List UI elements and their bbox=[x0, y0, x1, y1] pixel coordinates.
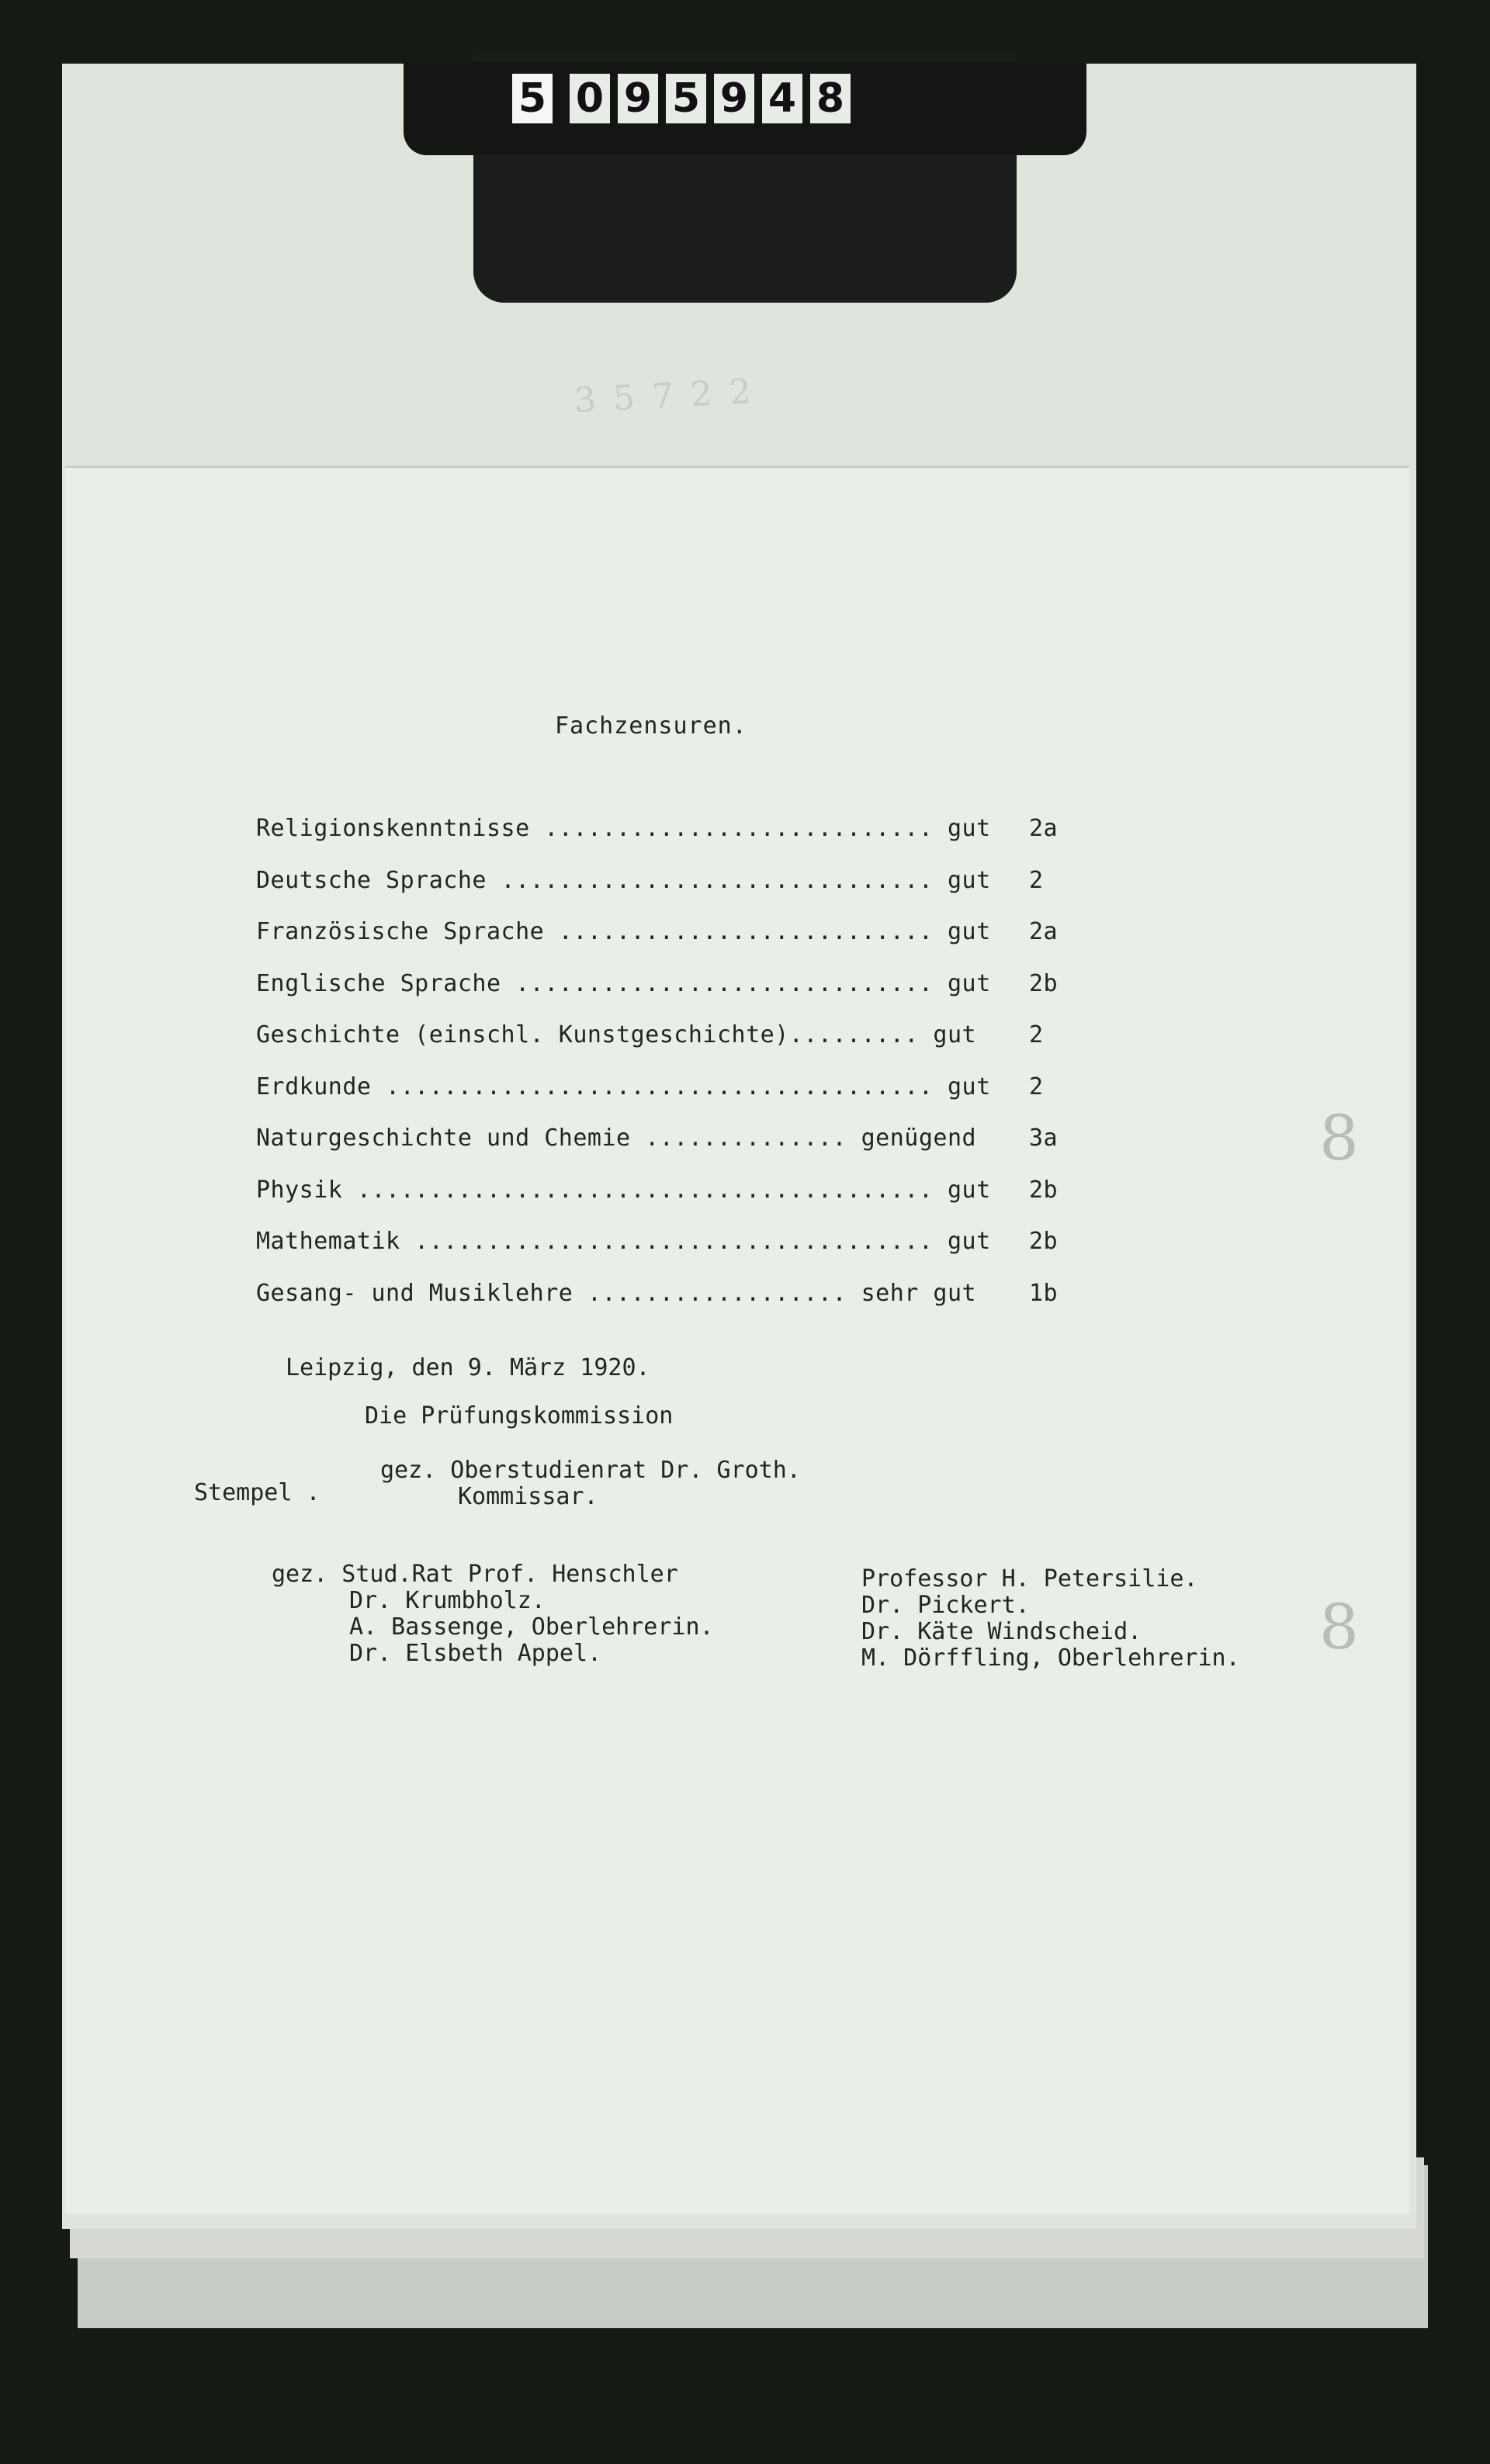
grade-code: 2 bbox=[1029, 866, 1044, 894]
commissioner-signature bbox=[380, 1457, 801, 1510]
grade-code: 2 bbox=[1029, 1021, 1044, 1048]
place-date: Leipzig, den 9. März 1920. bbox=[286, 1354, 650, 1381]
grade-row bbox=[256, 1125, 1133, 1177]
grade-row bbox=[256, 1073, 1133, 1125]
committee-heading: Die Prüfungskommission bbox=[365, 1402, 674, 1430]
grade-row bbox=[256, 815, 1133, 867]
grade-code: 2 bbox=[1029, 1073, 1044, 1100]
grade-code: 2b bbox=[1029, 1176, 1059, 1204]
archive-digit: 5 bbox=[666, 74, 706, 123]
grade-row bbox=[256, 1228, 1133, 1280]
stamp-note: Stempel . bbox=[194, 1479, 321, 1506]
signer-name: Dr. Elsbeth Appel. bbox=[349, 1640, 602, 1667]
subject-label: Französische Sprache .......................... bbox=[256, 918, 934, 945]
grade-word: gut bbox=[947, 1073, 991, 1100]
grade-row bbox=[256, 1021, 1133, 1073]
grade-word: sehr gut bbox=[861, 1279, 977, 1307]
grade-word: gut bbox=[947, 815, 991, 842]
subject-label: Deutsche Sprache .............................. bbox=[256, 866, 934, 894]
pencil-mark: 8 bbox=[1319, 1102, 1359, 1174]
grades-list bbox=[256, 815, 1133, 1331]
subject-label: Gesang- und Musiklehre .................. bbox=[256, 1279, 847, 1307]
grade-code: 2a bbox=[1029, 918, 1059, 945]
archive-digit: 9 bbox=[714, 74, 754, 123]
grade-word: gut bbox=[947, 1176, 991, 1204]
grade-row bbox=[256, 1177, 1133, 1229]
signer-name: M. Dörffling, Oberlehrerin. bbox=[861, 1644, 1240, 1672]
signer-name: Professor H. Petersilie. bbox=[861, 1565, 1198, 1592]
grade-word: gut bbox=[933, 1021, 977, 1048]
faint-stamp-number: 3 5 7 2 2 bbox=[573, 371, 756, 421]
subject-label: Naturgeschichte und Chemie .............. bbox=[256, 1125, 847, 1152]
signer-name: Dr. Pickert. bbox=[861, 1592, 1030, 1619]
grade-code: 1b bbox=[1029, 1279, 1059, 1307]
grade-row bbox=[256, 970, 1133, 1022]
grade-code: 2a bbox=[1029, 815, 1059, 842]
grade-word: gut bbox=[947, 918, 991, 945]
commissioner-name: gez. Oberstudienrat Dr. Groth. bbox=[380, 1457, 801, 1484]
subject-label: Mathematik .................................... bbox=[256, 1228, 934, 1255]
signer-name: A. Bassenge, Oberlehrerin. bbox=[349, 1613, 714, 1641]
grade-word: gut bbox=[947, 1228, 991, 1255]
grade-row bbox=[256, 1280, 1133, 1332]
grade-code: 2b bbox=[1029, 969, 1059, 997]
grade-word: gut bbox=[947, 969, 991, 997]
signer-name: gez. Stud.Rat Prof. Henschler bbox=[272, 1561, 678, 1588]
archive-digit: 5 bbox=[512, 74, 553, 123]
grade-code: 3a bbox=[1029, 1125, 1059, 1152]
grade-row bbox=[256, 918, 1133, 970]
grade-word: gut bbox=[947, 866, 991, 894]
subject-label: Religionskenntnisse ........................... bbox=[256, 815, 934, 842]
archive-digit: 4 bbox=[762, 74, 802, 123]
grade-word: genügend bbox=[861, 1125, 977, 1152]
signers-right bbox=[861, 1566, 1240, 1672]
page-title: Fachzensuren. bbox=[555, 712, 747, 740]
subject-label: Geschichte (einschl. Kunstgeschichte)......... bbox=[256, 1021, 919, 1048]
commissioner-role: Kommissar. bbox=[458, 1483, 598, 1510]
archive-digit: 9 bbox=[618, 74, 658, 123]
signer-name: Dr. Käte Windscheid. bbox=[861, 1618, 1142, 1645]
subject-label: Erdkunde ...................................... bbox=[256, 1073, 934, 1100]
subject-label: Englische Sprache ............................. bbox=[256, 969, 934, 997]
grade-code: 2b bbox=[1029, 1228, 1059, 1255]
signers-left bbox=[272, 1561, 714, 1667]
pencil-mark: 8 bbox=[1319, 1591, 1359, 1663]
signer-name: Dr. Krumbholz. bbox=[349, 1587, 546, 1614]
grade-row bbox=[256, 867, 1133, 919]
archive-digit: 0 bbox=[570, 74, 610, 123]
subject-label: Physik ........................................ bbox=[256, 1176, 934, 1204]
archive-digit: 8 bbox=[810, 74, 851, 123]
